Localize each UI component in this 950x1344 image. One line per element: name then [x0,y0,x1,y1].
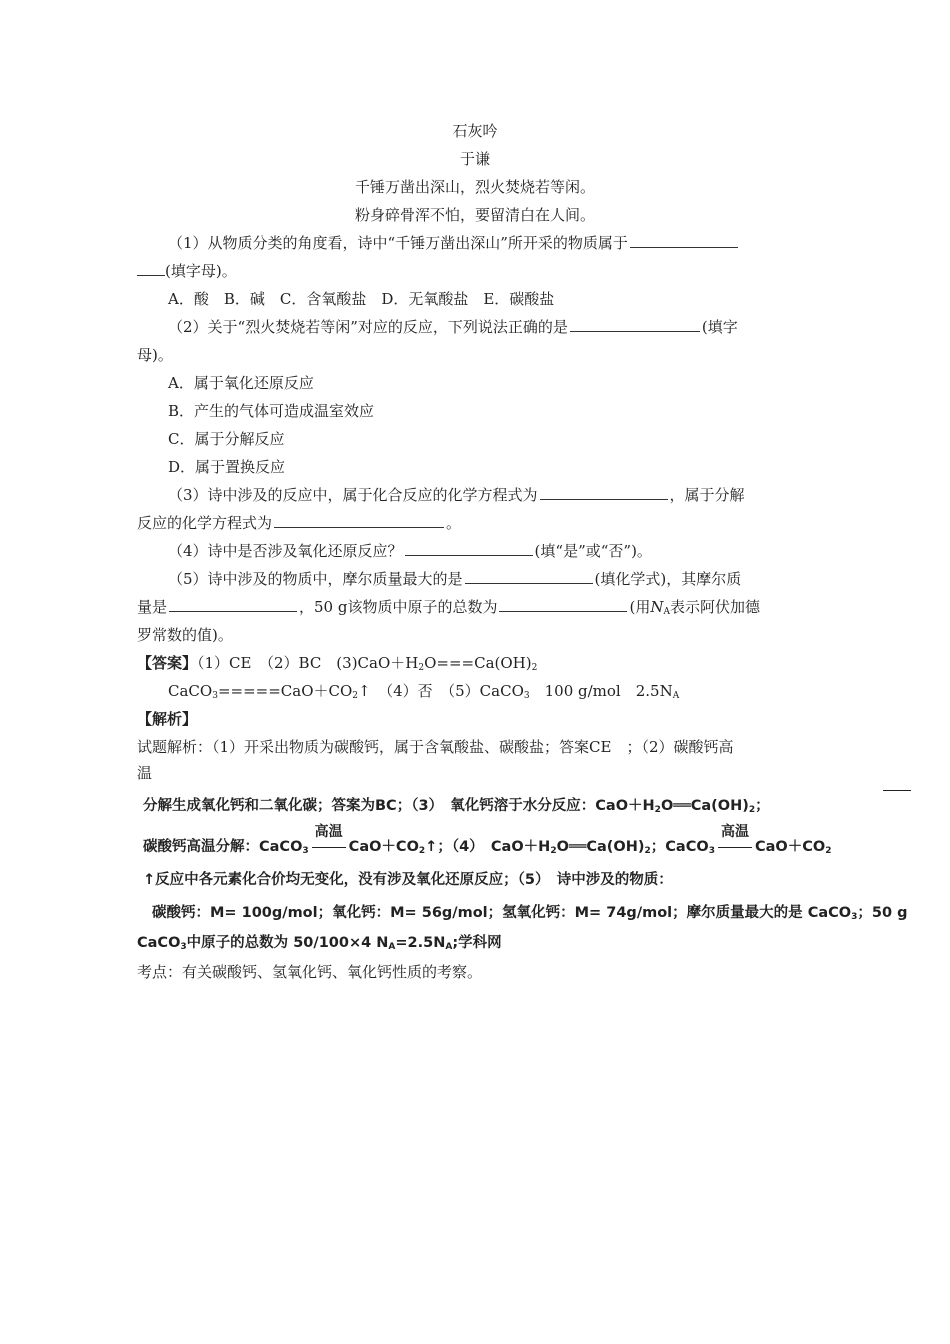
analysis-line-7 [137,936,502,952]
answer-blank [630,246,738,248]
answer-blank [274,526,444,528]
subscript: 2 [352,691,359,701]
answer-blank [499,610,627,612]
condition-label: 高温 [314,824,343,840]
question-2-option-a: A．属于氧化还原反应 [168,374,314,392]
reaction-bar [312,847,346,848]
answer-text-2d: 100 g/mol 2.5N [529,682,673,700]
answer-text-1b: O===Ca(OH) [424,654,532,672]
analysis-text-4c: ↑；（4） CaO＋H [425,839,551,855]
subscript: 2 [418,663,425,673]
answer-text-1a: （1）CE （2）BC (3)CaO＋H [197,654,419,672]
question-3-cont [137,516,461,531]
analysis-text-4b: CaO＋CO [348,839,419,855]
answer-line-1 [137,656,537,673]
question-4-hint: (填“是”或“否”)。 [534,542,652,560]
answer-line-2 [168,684,679,701]
answer-blank [465,582,593,584]
reaction-bar [718,847,752,848]
subscript: A [672,691,680,701]
subscript: 3 [302,846,309,856]
poem-author: 于谦 [459,150,490,168]
analysis-line-4 [143,824,832,856]
analysis-label: 【解析】 [137,710,198,728]
answer-blank [137,274,165,276]
subscript: 3 [523,691,530,701]
subscript: 2 [644,846,651,856]
poem-title: 石灰吟 [452,122,498,140]
subscript: 2 [531,663,538,673]
subscript: 2 [825,846,832,856]
question-2-text: （2）关于“烈火焚烧若等闲”对应的反应，下列说法正确的是 [168,318,568,336]
analysis-line-2: 温 [137,764,153,782]
question-5-text-b1: 量是 [137,598,168,616]
question-3-text: （3）诗中涉及的反应中，属于化合反应的化学方程式为 [168,486,538,504]
question-2-option-d: D．属于置换反应 [168,458,286,476]
answer-label: 【答案】 [137,654,198,672]
analysis-line-6 [152,906,907,922]
question-3-text-end: ，属于分解 [669,486,745,504]
reaction-condition [309,824,349,855]
question-2-hint: (填字 [701,318,738,336]
subscript: 3 [180,942,187,952]
question-5-text-b3: (用 [629,598,651,616]
answer-blank [570,330,700,332]
question-2-option-c: C．属于分解反应 [168,430,285,448]
margin-rule [883,790,911,791]
analysis-text-4f: CaO＋CO [754,839,826,855]
answer-blank [540,498,668,500]
question-5-text-b4: 表示阿伏加德 [669,598,760,616]
analysis-text-7a: CaCO [137,935,181,951]
question-5-cont [137,600,760,617]
subscript: A [445,942,453,952]
analysis-line-5: ↑反应中各元素化合价均无变化，没有涉及氧化还原反应；（5） 诗中涉及的物质： [143,872,673,888]
reaction-condition [715,824,755,855]
question-3-period: 。 [446,514,462,532]
question-5-text-b2: ，50 g该物质中原子的总数为 [299,598,498,616]
question-1-cont [137,264,237,279]
question-1 [168,236,740,251]
subscript: 3 [851,912,858,922]
question-5-text: （5）诗中涉及的物质中，摩尔质量最大的是 [168,570,463,588]
analysis-text-6-end: ；50 g [857,905,908,921]
poem-line-1: 千锤万凿出深山，烈火焚烧若等闲。 [354,178,595,196]
analysis-text-7d: ;学科网 [452,935,502,951]
question-3 [168,488,745,503]
question-4 [168,544,652,559]
question-1-options: A．酸 B．碱 C．含氧酸盐 D．无氧酸盐 E．碳酸盐 [168,290,555,308]
poem-line-2: 粉身碎骨浑不怕，要留清白在人间。 [354,206,595,224]
question-2-cont: 母)。 [137,346,173,364]
analysis-text-6: 碳酸钙：M= 100g/mol；氧化钙：M= 56g/mol；氢氧化钙：M= 74g/mol；摩尔质量最大的是 CaCO [152,905,852,921]
subscript: 3 [212,691,218,701]
answer-text-2b: =====CaO＋CO [217,682,353,700]
condition-label: 高温 [720,824,749,840]
analysis-text-7c: =2.5N [395,935,446,951]
analysis-text-3c: ； [755,798,770,814]
subscript: A [388,942,396,952]
subscript: 2 [418,846,426,856]
subscript: 2 [748,805,756,815]
subscript: 2 [550,846,557,856]
question-1-text: （1）从物质分类的角度看，诗中“千锤万凿出深山”所开采的物质属于 [168,234,628,252]
na-symbol: N [650,598,664,616]
analysis-text-3b: O══Ca(OH) [660,798,749,814]
answer-text-2a: CaCO [168,682,213,700]
question-5-end: 罗常数的值)。 [137,626,233,644]
analysis-text-3a: 分解生成氧化钙和二氧化碳；答案为BC；（3） 氧化钙溶于水分反应：CaO＋H [143,798,655,814]
answer-blank [169,610,297,612]
question-4-text: （4）诗中是否涉及氧化还原反应？ [168,542,403,560]
na-subscript: A [663,607,670,617]
question-3-cont-text: 反应的化学方程式为 [137,514,273,532]
analysis-text-7b: 中原子的总数为 50/100×4 N [186,935,389,951]
subscript: 3 [708,846,715,856]
question-1-hint: (填字母)。 [165,262,237,280]
analysis-line-3 [143,799,770,815]
question-2-option-b: B．产生的气体可造成温室效应 [168,402,375,420]
question-2 [168,320,738,335]
analysis-line-1: 试题解析：（1）开采出物质为碳酸钙，属于含氧酸盐、碳酸盐；答案CE ；（2）碳酸钙高 [137,738,734,756]
question-5-hint: (填化学式)，其摩尔质 [594,570,742,588]
answer-text-2c: ↑ （4）否 （5）CaCO [358,682,524,700]
question-5 [168,572,741,587]
analysis-text-4e: ；CaCO [650,839,709,855]
analysis-text-4a: 碳酸钙高温分解：CaCO [143,839,303,855]
answer-blank [405,554,533,556]
subscript: 2 [654,805,661,815]
analysis-text-4d: O══Ca(OH) [556,839,645,855]
kaodian-line: 考点：有关碳酸钙、氢氧化钙、氧化钙性质的考察。 [137,963,483,981]
